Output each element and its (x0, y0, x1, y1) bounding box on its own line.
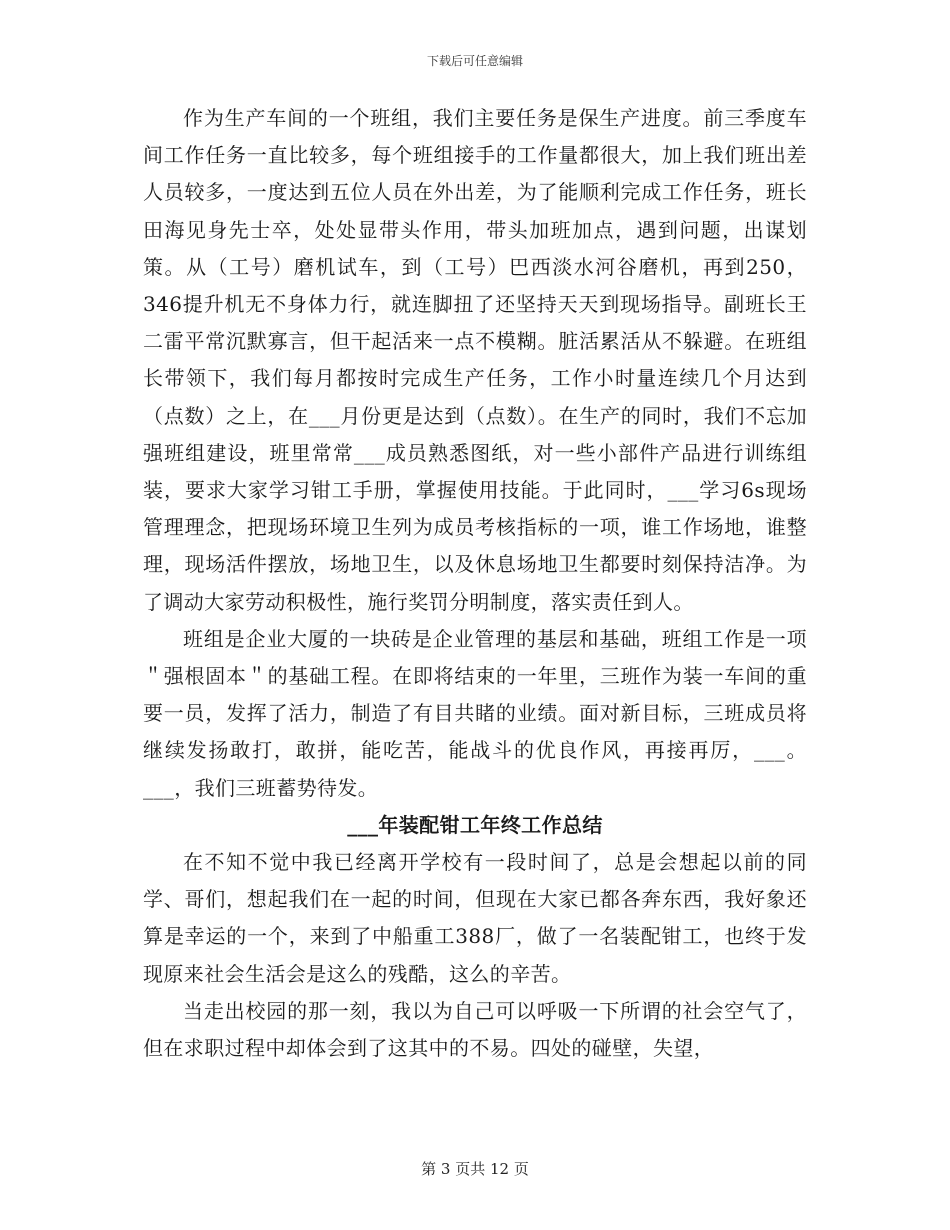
page-footer-number: 第 3 页共 12 页 (421, 1160, 529, 1178)
section-paragraph-2: 当走出校园的那一刻，我以为自己可以呼吸一下所谓的社会空气了，但在求职过程中却体会到了这其中的不易。四处的碰壁，失望， (143, 998, 807, 1061)
body-paragraph-2: 班组是企业大厦的一块砖是企业管理的基层和基础，班组工作是一项＂强根固本＂的基础工程。在即将结束的一年里，三班作为装一车间的重要一员，发挥了活力，制造了有目共睹的业绩。面对新目标，三班成员将继续发扬敢打，敢拼，能吃苦，能战斗的优良作风，再接再厉，___。___，我们三班蓄势待发。 (143, 626, 807, 800)
document-body (143, 100, 807, 1067)
section-paragraph-1: 在不知不觉中我已经离开学校有一段时间了，总是会想起以前的同学、哥们，想起我们在一起的时间，但现在大家已都各奔东西，我好象还算是幸运的一个，来到了中船重工388厂，做了一名装配钳工，也终于发现原来社会生活会是这么的残酷，这么的辛苦。 (143, 850, 807, 986)
page-header-note: 下载后可任意编辑 (426, 54, 523, 68)
section-title: ___年装配钳工年终工作总结 (347, 812, 603, 837)
body-paragraph-1: 作为生产车间的一个班组，我们主要任务是保生产进度。前三季度车间工作任务一直比较多，每个班组接手的工作量都很大，加上我们班出差人员较多，一度达到五位人员在外出差，为了能顺利完成工作任务，班长田海见身先士卒，处处显带头作用，带头加班加点，遇到问题，出谋划策。从（工号）磨机试车，到（工号）巴西淡水河谷磨机，再到250，346提升机无不身体力行，就连脚扭了还坚持天天到现场指导。副班长王二雷平常沉默寡言，但干起活来一点不模糊。脏活累活从不躲避。在班组长带领下，我们每月都按时完成生产任务，工作小时量连续几个月达到（点数）之上，在___月份更是达到（点数）。在生产的同时，我们不忘加强班组建设，班里常常___成员熟悉图纸，对一些小部件产品进行训练组装，要求大家学习钳工手册，掌握使用技能。于此同时，___学习6s现场管理理念，把现场环境卫生列为成员考核指标的一项，谁工作场地，谁整理，现场活件摆放，场地卫生，以及休息场地卫生都要时刻保持洁净。为了调动大家劳动积极性，施行奖罚分明制度，落实责任到人。 (143, 106, 807, 614)
